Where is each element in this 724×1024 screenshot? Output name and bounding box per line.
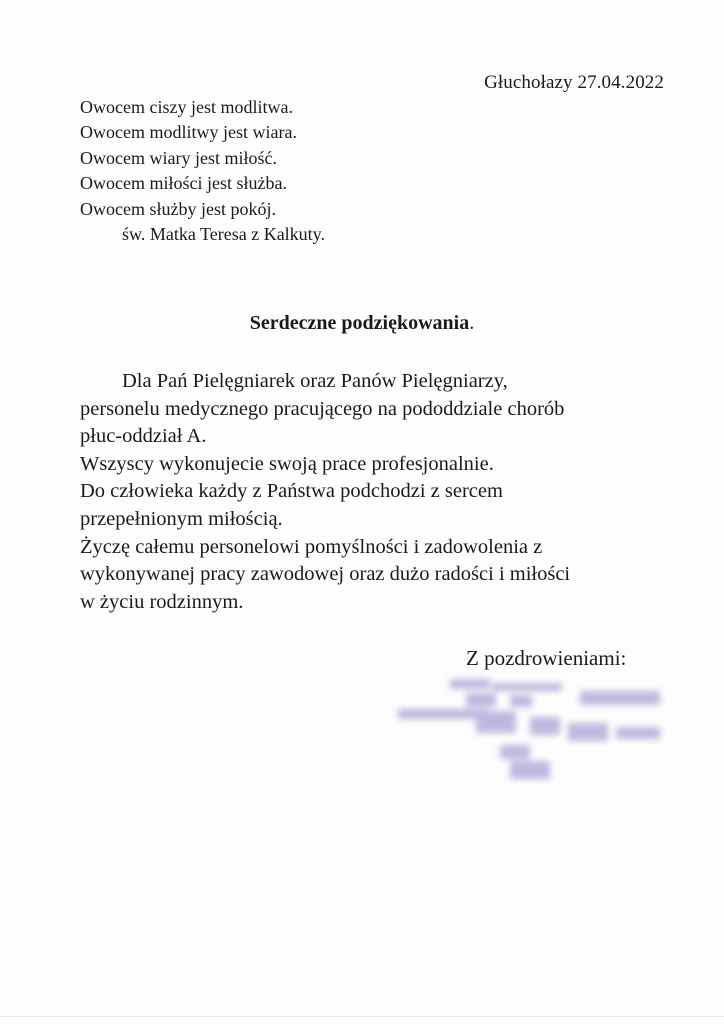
quote-author: św. Matka Teresa z Kalkuty. bbox=[122, 224, 326, 245]
body-line: Wszyscy wykonujecie swoją prace profesjonalnie. bbox=[80, 452, 494, 475]
body-line: wykonywanej pracy zawodowej oraz dużo radości i miłości bbox=[80, 563, 571, 586]
body-line: personelu medycznego pracującego na pododdziale chorób bbox=[80, 397, 565, 420]
signature-blur-block bbox=[530, 717, 560, 735]
quote-line: Owocem miłości jest służba. bbox=[80, 173, 287, 194]
signature-blur-block bbox=[580, 691, 660, 705]
quote-line: Owocem służby jest pokój. bbox=[80, 198, 276, 219]
date-line: Głuchołazy 27.04.2022 bbox=[484, 72, 664, 93]
letter-title-text: Serdeczne podziękowania bbox=[249, 312, 470, 334]
letter-title-punct: . bbox=[469, 312, 475, 334]
letter-body bbox=[80, 368, 680, 616]
signature-blur-block bbox=[510, 761, 550, 779]
body-line: Życzę całemu personelowi pomyślności i zadowolenia z bbox=[80, 535, 543, 558]
signature-blur-block bbox=[476, 711, 516, 733]
blurred-signature bbox=[380, 665, 680, 795]
quote-line: Owocem wiary jest miłość. bbox=[80, 147, 277, 168]
signature-blur-block bbox=[616, 727, 660, 739]
signature-blur-block bbox=[492, 683, 562, 691]
body-line: Dla Pań Pielęgniarek oraz Panów Pielęgniarzy, bbox=[122, 370, 508, 392]
letter-title bbox=[0, 312, 724, 335]
body-line: w życiu rodzinnym. bbox=[80, 590, 244, 613]
quote-line: Owocem modlitwy jest wiara. bbox=[80, 122, 297, 143]
signature-blur-block bbox=[500, 745, 530, 759]
signature-blur-block bbox=[466, 693, 496, 707]
quote-block bbox=[80, 95, 325, 247]
signature-blur-block bbox=[568, 723, 608, 741]
quote-line: Owocem ciszy jest modlitwa. bbox=[80, 97, 293, 117]
body-line: Do człowieka każdy z Państwa podchodzi z sercem bbox=[80, 480, 503, 503]
scan-edge-line bbox=[0, 1016, 724, 1017]
signature-blur-block bbox=[510, 695, 532, 707]
body-line: płuc-oddział A. bbox=[80, 425, 207, 448]
signature-blur-block bbox=[450, 679, 490, 689]
body-line: przepełnionym miłością. bbox=[80, 507, 283, 530]
closing-line: Z pozdrowieniami: bbox=[466, 646, 627, 670]
signature-blur-block bbox=[398, 709, 488, 719]
